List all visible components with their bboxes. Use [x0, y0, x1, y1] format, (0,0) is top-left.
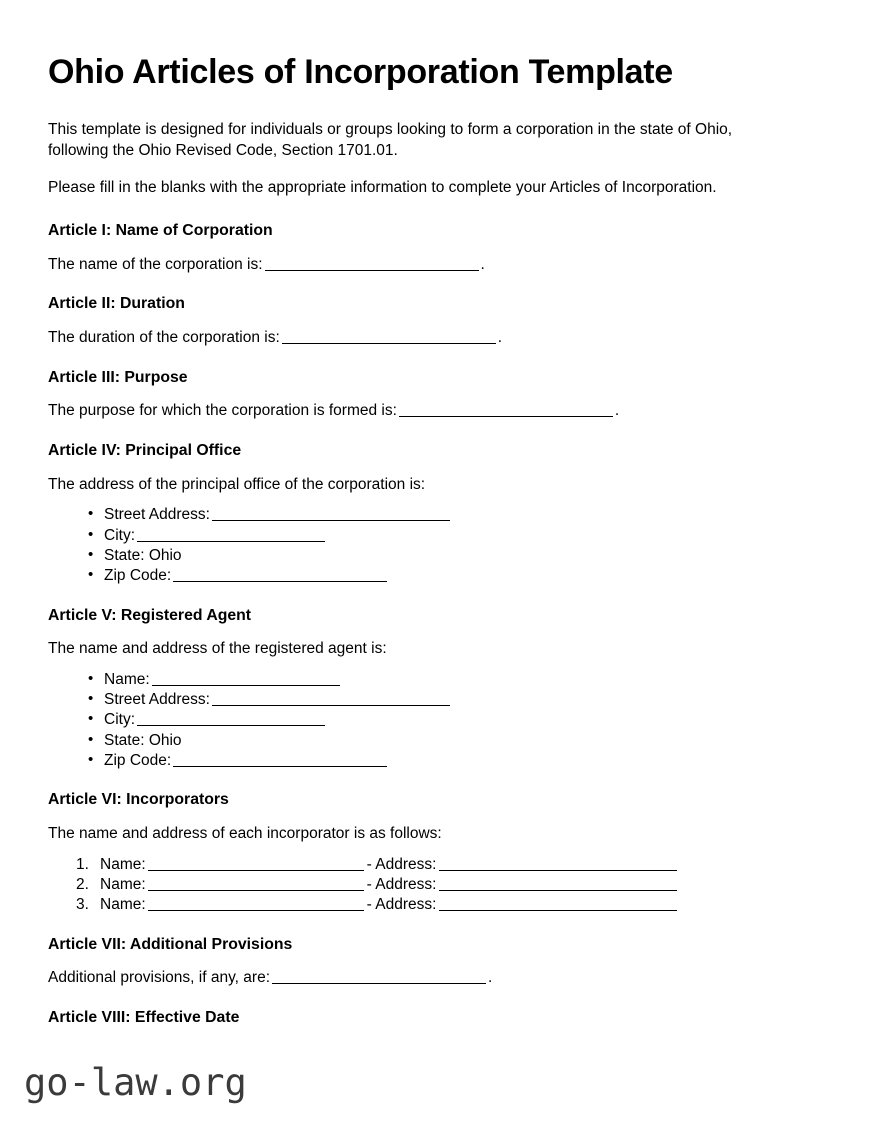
article-1-heading: Article I: Name of Corporation — [48, 221, 273, 239]
article-2-prefix: The duration of the corporation is: — [48, 329, 280, 347]
article-2-blank[interactable] — [282, 330, 496, 344]
list-item — [88, 710, 785, 730]
intro-paragraph-2: Please fill in the blanks with the appropriate information to complete your Articles of Incorporation. — [48, 179, 717, 197]
agent-name-label: Name: — [104, 670, 150, 688]
article-4-heading: Article IV: Principal Office — [48, 441, 242, 459]
article-3-blank[interactable] — [399, 403, 613, 417]
article-5-agent-list — [48, 670, 785, 771]
city-label: City: — [104, 526, 135, 544]
intro-paragraph-1: This template is designed for individuals or groups looking to form a corporation in the state of Ohio, following the Ohio Revised Code, Section 1701.01. — [48, 121, 733, 159]
agent-zip-code-blank[interactable] — [173, 753, 387, 767]
page-title: Ohio Articles of Incorporation Template — [48, 53, 673, 91]
incorporator-2-address-label: - Address: — [366, 875, 437, 893]
list-item — [88, 526, 785, 546]
agent-name-blank[interactable] — [152, 672, 340, 686]
list-item — [88, 566, 785, 586]
incorporator-1-address-blank[interactable] — [439, 857, 677, 871]
article-6-heading: Article VI: Incorporators — [48, 791, 229, 809]
city-blank[interactable] — [137, 528, 325, 542]
incorporator-3-address-label: - Address: — [366, 896, 437, 914]
article-4-lead-in: The address of the principal office of the corporation is: — [48, 475, 426, 493]
list-item — [88, 505, 785, 525]
list-item — [88, 546, 785, 566]
street-address-label: Street Address: — [104, 506, 210, 524]
list-item — [88, 731, 785, 751]
article-7-line — [48, 968, 785, 989]
state-label: State: — [104, 546, 145, 564]
street-address-blank[interactable] — [212, 507, 450, 521]
incorporator-1-name-blank[interactable] — [148, 857, 364, 871]
article-6-incorporator-list — [48, 855, 785, 916]
list-item — [88, 690, 785, 710]
article-3-prefix: The purpose for which the corporation is formed is: — [48, 402, 397, 420]
incorporator-2-name-blank[interactable] — [148, 877, 364, 891]
article-7-heading: Article VII: Additional Provisions — [48, 935, 293, 953]
article-3-line — [48, 401, 785, 422]
site-watermark: go-law.org — [24, 1061, 247, 1104]
incorporator-1-name-label: Name: — [100, 855, 146, 873]
incorporator-1-address-label: - Address: — [366, 855, 437, 873]
agent-zip-code-label: Zip Code: — [104, 752, 172, 770]
article-7-blank[interactable] — [272, 970, 486, 984]
article-8-heading: Article VIII: Effective Date — [48, 1008, 240, 1026]
list-item — [88, 751, 785, 771]
incorporator-3-name-label: Name: — [100, 896, 146, 914]
incorporator-2-name-label: Name: — [100, 875, 146, 893]
agent-city-blank[interactable] — [137, 712, 325, 726]
article-5-heading: Article V: Registered Agent — [48, 606, 252, 624]
list-item — [88, 670, 785, 690]
article-3-suffix: . — [614, 402, 620, 420]
article-7-suffix: . — [488, 969, 493, 987]
agent-state-value: Ohio — [148, 731, 182, 749]
article-1-line — [48, 255, 785, 276]
article-1-blank[interactable] — [265, 257, 479, 271]
article-2-heading: Article II: Duration — [48, 295, 185, 313]
agent-street-address-blank[interactable] — [212, 692, 450, 706]
incorporator-2-address-blank[interactable] — [439, 877, 677, 891]
article-3-heading: Article III: Purpose — [48, 368, 188, 386]
article-1-suffix: . — [480, 255, 485, 273]
article-6-lead-in: The name and address of each incorporator is as follows: — [48, 825, 442, 843]
list-item — [76, 855, 785, 875]
article-2-line — [48, 328, 785, 349]
article-2-suffix: . — [497, 329, 503, 347]
state-value: Ohio — [148, 546, 182, 564]
agent-street-address-label: Street Address: — [104, 691, 210, 709]
agent-city-label: City: — [104, 711, 135, 729]
incorporator-3-address-blank[interactable] — [439, 897, 677, 911]
article-1-prefix: The name of the corporation is: — [48, 255, 263, 273]
zip-code-blank[interactable] — [173, 568, 387, 582]
list-item — [76, 875, 785, 895]
incorporator-3-name-blank[interactable] — [148, 897, 364, 911]
list-item — [76, 895, 785, 915]
article-7-prefix: Additional provisions, if any, are: — [48, 969, 270, 987]
article-4-address-list — [48, 505, 785, 586]
zip-code-label: Zip Code: — [104, 567, 172, 585]
agent-state-label: State: — [104, 731, 145, 749]
article-5-lead-in: The name and address of the registered agent is: — [48, 640, 387, 658]
